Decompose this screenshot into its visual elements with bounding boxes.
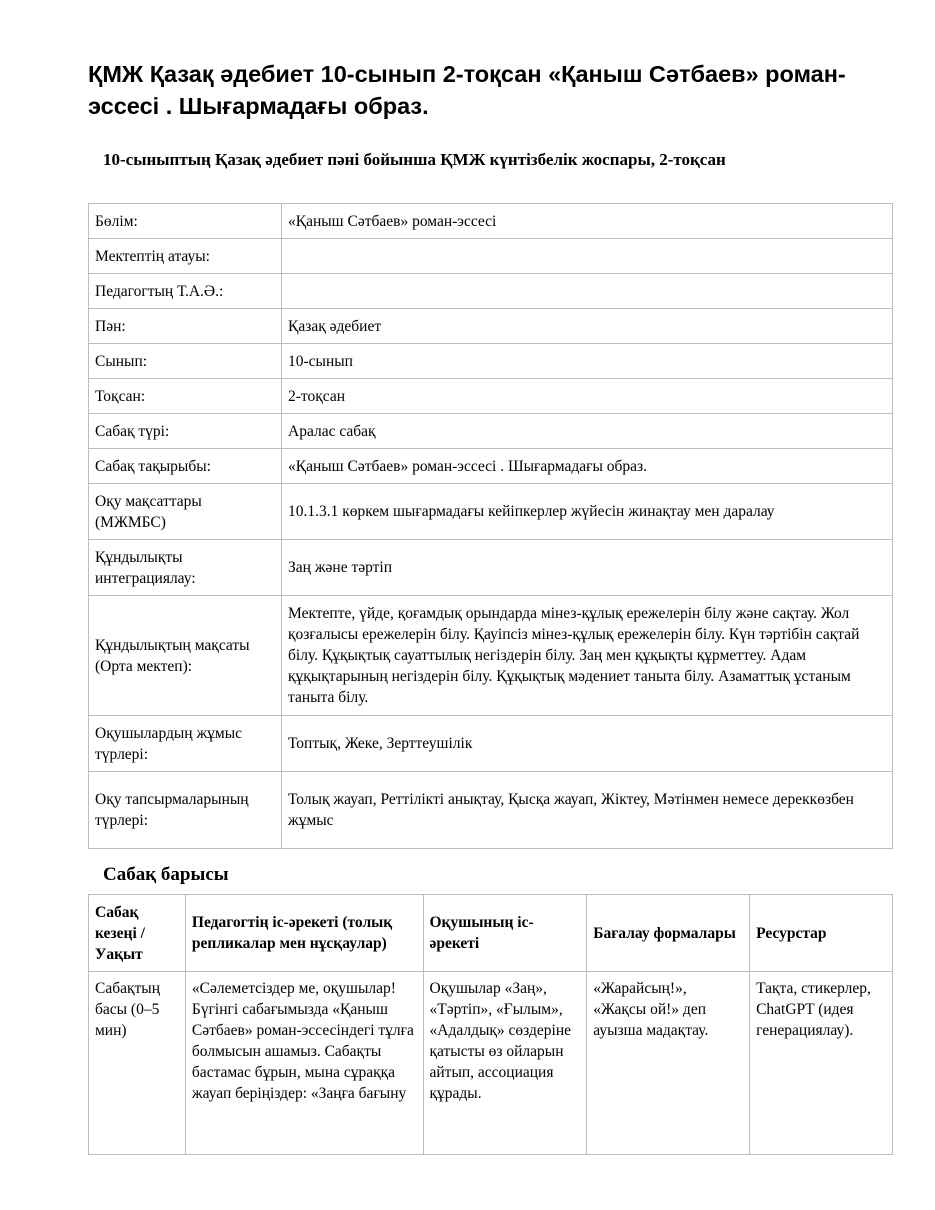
lesson-column-header: Сабақ кезеңі / Уақыт: [89, 895, 186, 972]
info-value: Мектепте, үйде, қоғамдық орындарда мінез-құлық ережелерін білу және сақтау. Жол қозғалысы ережелерін білу. Қауіпсіз мінез-құлық ережелерін білу. Күн тәртібін сақтай білу. Құқықтық сауаттылық негіздерін білу. Заң мен құқықты құрметтеу. Адам құқықтарының негіздерін білу. Құқықтық мәдениет таныта білу. Азаматтық ұстаным таныта білу.: [282, 596, 893, 716]
info-row: [89, 204, 893, 239]
info-value: «Қаныш Сәтбаев» роман-эссесі . Шығармадағы образ.: [282, 449, 893, 484]
info-label: Оқушылардың жұмыс түрлері:: [89, 716, 282, 772]
info-label: Құндылықтың мақсаты (Орта мектеп):: [89, 596, 282, 716]
lesson-cell-stage: Сабақтың басы (0–5 мин): [89, 972, 186, 1155]
info-row: [89, 239, 893, 274]
info-value: 10-сынып: [282, 344, 893, 379]
info-row: [89, 716, 893, 772]
info-value: «Қаныш Сәтбаев» роман-эссесі: [282, 204, 893, 239]
info-value: Заң және тәртіп: [282, 540, 893, 596]
lesson-column-header: Ресурстар: [750, 895, 893, 972]
info-row: [89, 540, 893, 596]
lesson-cell-resources: Тақта, стикерлер, ChatGPT (идея генерациялау).: [750, 972, 893, 1155]
info-value: 10.1.3.1 көркем шығармадағы кейіпкерлер жүйесін жинақтау мен даралау: [282, 484, 893, 540]
info-row: [89, 449, 893, 484]
info-label: Мектептің атауы:: [89, 239, 282, 274]
lesson-process-table: [88, 894, 893, 1155]
info-value: [282, 274, 893, 309]
lesson-cell-assessment: «Жарайсың!», «Жақсы ой!» деп ауызша мадақтау.: [587, 972, 750, 1155]
info-row: [89, 379, 893, 414]
lesson-row: [89, 972, 893, 1155]
lesson-process-heading: Сабақ барысы: [103, 864, 229, 885]
info-row: [89, 772, 893, 849]
info-row: [89, 309, 893, 344]
info-label: Құндылықты интеграциялау:: [89, 540, 282, 596]
info-label: Тоқсан:: [89, 379, 282, 414]
info-value: Толық жауап, Реттілікті анықтау, Қысқа жауап, Жіктеу, Мәтінмен немесе дереккөзбен жұмыс: [282, 772, 893, 849]
lesson-column-header: Оқушының іс-әрекеті: [423, 895, 587, 972]
info-label: Сабақ тақырыбы:: [89, 449, 282, 484]
info-row: [89, 274, 893, 309]
info-label: Сынып:: [89, 344, 282, 379]
info-row: [89, 344, 893, 379]
info-label: Педагогтың Т.А.Ә.:: [89, 274, 282, 309]
lesson-info-table: [88, 203, 893, 849]
info-row: [89, 414, 893, 449]
lesson-cell-student: Оқушылар «Заң», «Тәртіп», «Ғылым», «Адалдық» сөздеріне қатысты өз ойларын айтып, ассоциация құрады.: [423, 972, 587, 1155]
page-title: ҚМЖ Қазақ әдебиет 10-сынып 2-тоқсан «Қаныш Сәтбаев» роман-эссесі . Шығармадағы образ.: [88, 61, 846, 119]
info-label: Оқу мақсаттары (МЖМБС): [89, 484, 282, 540]
info-label: Оқу тапсырмаларының түрлері:: [89, 772, 282, 849]
info-value: Топтық, Жеке, Зерттеушілік: [282, 716, 893, 772]
info-label: Пән:: [89, 309, 282, 344]
info-row: [89, 596, 893, 716]
lesson-column-header: Педагогтің іс-әрекеті (толық репликалар мен нұсқаулар): [185, 895, 423, 972]
info-value: Қазақ әдебиет: [282, 309, 893, 344]
info-value: Аралас сабақ: [282, 414, 893, 449]
lesson-column-header: Бағалау формалары: [587, 895, 750, 972]
info-label: Сабақ түрі:: [89, 414, 282, 449]
lesson-cell-teacher: «Сәлеметсіздер ме, оқушылар! Бүгінгі сабағымызда «Қаныш Сәтбаев» роман-эссесіндегі тұлға болмысын ашамыз. Сабақты бастамас бұрын, мына сұраққа жауап беріңіздер: «Заңға бағыну: [185, 972, 423, 1155]
info-value: [282, 239, 893, 274]
info-label: Бөлім:: [89, 204, 282, 239]
plan-subtitle: 10-сыныптың Қазақ әдебиет пәні бойынша ҚМЖ күнтізбелік жоспары, 2-тоқсан: [103, 150, 726, 169]
info-value: 2-тоқсан: [282, 379, 893, 414]
info-row: [89, 484, 893, 540]
